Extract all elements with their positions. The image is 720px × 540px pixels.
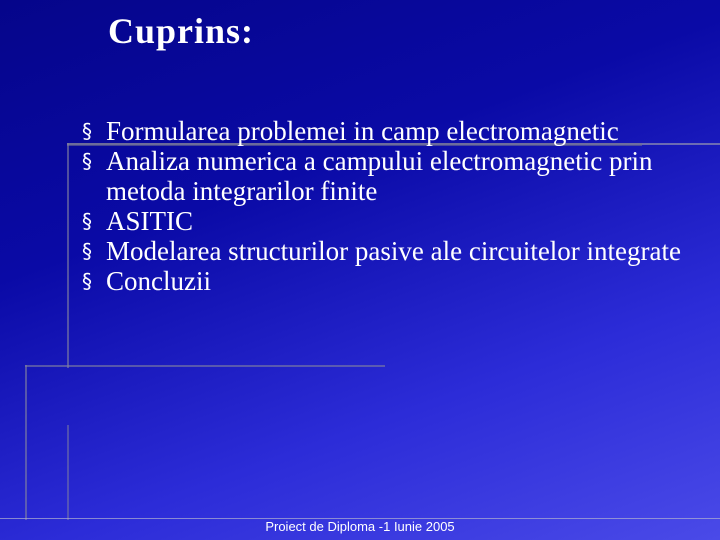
decorative-frame-line: [25, 365, 27, 520]
list-item: [80, 236, 700, 266]
list-item-text: Analiza numerica a campului electromagnetic prin metoda integrarilor finite: [106, 146, 653, 206]
contents-list: [80, 116, 700, 296]
list-item-text: Formularea problemei in camp electromagnetic: [106, 116, 619, 146]
list-item-text: ASITIC: [106, 206, 193, 236]
slide-title: Cuprins:: [108, 11, 255, 51]
bullet-icon: §: [82, 149, 92, 173]
bullet-icon: §: [82, 209, 92, 233]
list-item-text: Modelarea structurilor pasive ale circuitelor integrate: [106, 236, 681, 266]
bullet-icon: §: [82, 239, 92, 263]
decorative-frame-line: [67, 425, 69, 520]
list-item: [80, 266, 700, 296]
slide-footer: Proiect de Diploma -1 Iunie 2005: [265, 519, 455, 534]
decorative-frame-line: [67, 143, 69, 368]
bullet-icon: §: [82, 119, 92, 143]
list-item: [80, 146, 700, 206]
list-item-text: Concluzii: [106, 266, 211, 296]
bullet-icon: §: [82, 269, 92, 293]
list-item: [80, 206, 700, 236]
list-item: [80, 116, 700, 146]
decorative-frame-line: [25, 365, 385, 367]
